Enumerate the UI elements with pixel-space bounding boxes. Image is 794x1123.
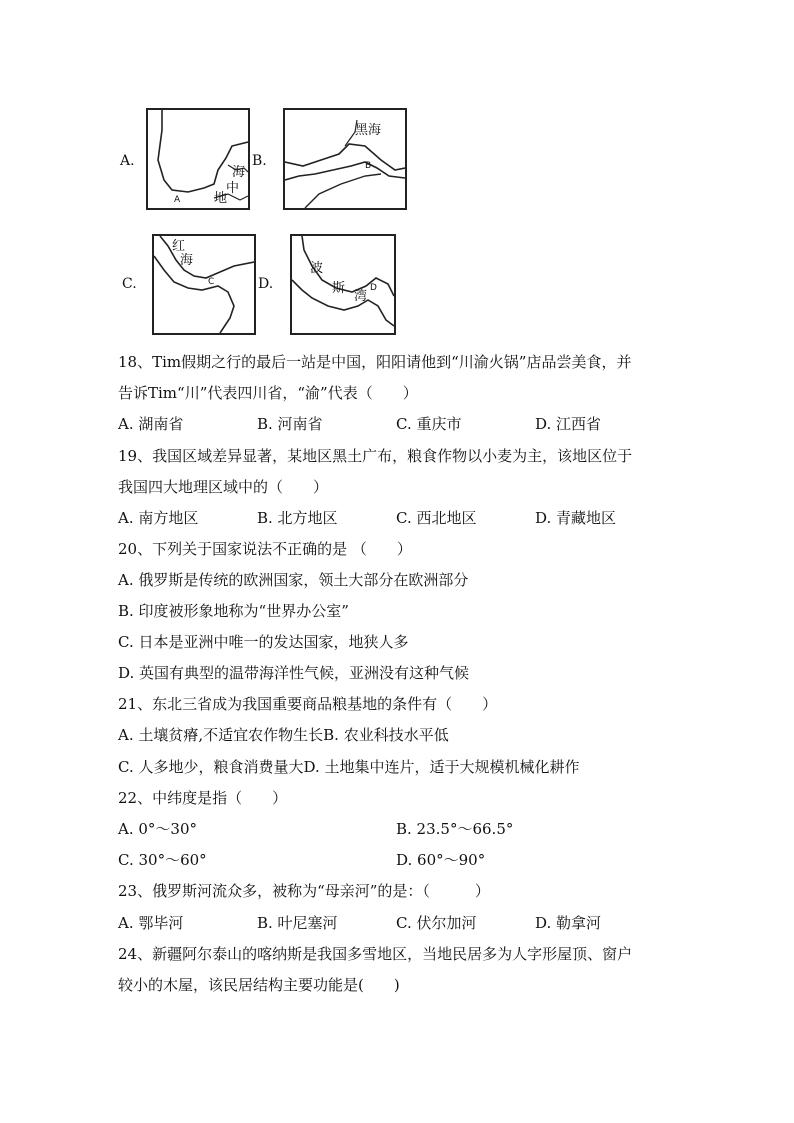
q23-option-b[interactable]: B. 叶尼塞河: [257, 914, 338, 932]
q23-option-d[interactable]: D. 勒拿河: [535, 914, 602, 932]
map-b-marker: B: [365, 161, 372, 171]
map-c-text-hong: 红: [172, 239, 186, 254]
map-a-iberia: [146, 108, 250, 210]
q23-option-a[interactable]: A. 鄂毕河: [118, 914, 184, 932]
q20-option-b[interactable]: B. 印度被形象地称为“世界办公室”: [118, 602, 349, 620]
option-c-label: C.: [122, 276, 137, 292]
q22-option-c[interactable]: C. 30°～60°: [118, 851, 207, 869]
q22-stem: 22、中纬度是指（ ）: [118, 789, 288, 807]
q19-option-d[interactable]: D. 青藏地区: [535, 509, 617, 527]
map-d-text-bo: 波: [310, 261, 324, 276]
map-b-coastline: [285, 110, 405, 208]
q20-stem: 20、下列关于国家说法不正确的是 （ ）: [118, 540, 412, 558]
q23-stem: 23、俄罗斯河流众多，被称为“母亲河”的是：（ ）: [118, 882, 490, 900]
q18-option-b[interactable]: B. 河南省: [257, 415, 323, 433]
map-d-text-si: 斯: [332, 281, 346, 296]
map-d-text-wan: 湾: [354, 289, 368, 304]
q20-option-a[interactable]: A. 俄罗斯是传统的欧洲国家，领土大部分在欧洲部分: [118, 571, 469, 589]
map-a-text-zhong: 中: [226, 181, 240, 196]
map-c-coastline: [154, 236, 254, 333]
map-b-bosporus: [283, 108, 407, 210]
q19-stem-line1: 19、我国区域差异显著，某地区黑土广布，粮食作物以小麦为主，该地区位于: [118, 447, 633, 465]
q19-option-c[interactable]: C. 西北地区: [396, 509, 477, 527]
map-a-marker: A: [174, 195, 181, 205]
map-b-text-black-sea: 黑海: [355, 123, 382, 138]
q22-option-b[interactable]: B. 23.5°～66.5°: [396, 820, 514, 838]
q18-option-d[interactable]: D. 江西省: [535, 415, 602, 433]
q20-option-c[interactable]: C. 日本是亚洲中唯一的发达国家，地狭人多: [118, 633, 409, 651]
map-a-text-di: 地: [214, 191, 228, 206]
q20-option-d[interactable]: D. 英国有典型的温带海洋性气候，亚洲没有这种气候: [118, 664, 470, 682]
q19-option-a[interactable]: A. 南方地区: [118, 509, 199, 527]
q18-stem-line1: 18、Tim假期之行的最后一站是中国，阳阳请他到“川渝火锅”店品尝美食，并: [118, 353, 632, 371]
q19-option-b[interactable]: B. 北方地区: [257, 509, 338, 527]
q19-stem-line2: 我国四大地理区域中的（ ）: [118, 478, 329, 496]
option-b-label: B.: [252, 153, 267, 169]
map-d-persian-gulf: [290, 234, 396, 335]
q22-option-d[interactable]: D. 60°～90°: [396, 851, 486, 869]
q21-options-cd[interactable]: C. 人多地少，粮食消费量大D. 土地集中连片，适于大规模机械化耕作: [118, 758, 580, 776]
q23-option-c[interactable]: C. 伏尔加河: [396, 914, 477, 932]
q18-option-c[interactable]: C. 重庆市: [396, 415, 462, 433]
option-d-label: D.: [258, 276, 274, 292]
map-c-marker: C: [208, 277, 215, 287]
q21-stem: 21、东北三省成为我国重要商品粮基地的条件有（ ）: [118, 695, 498, 713]
q22-option-a[interactable]: A. 0°～30°: [118, 820, 197, 838]
map-c-bab-el-mandeb: [152, 234, 256, 335]
map-a-text-hai: 海: [232, 165, 246, 180]
q21-options-ab[interactable]: A. 土壤贫瘠,不适宜农作物生长B. 农业科技水平低: [118, 726, 449, 744]
q18-option-a[interactable]: A. 湖南省: [118, 415, 184, 433]
option-a-label: A.: [120, 153, 135, 169]
q24-stem-line1: 24、新疆阿尔泰山的喀纳斯是我国多雪地区，当地民居多为人字形屋顶、窗户: [118, 945, 633, 963]
map-c-text-hai: 海: [180, 253, 194, 268]
q18-stem-line2: 告诉Tim“川”代表四川省，“渝”代表（ ）: [118, 384, 418, 402]
q24-stem-line2: 较小的木屋，该民居结构主要功能是( ): [118, 976, 400, 994]
map-d-marker: D: [370, 283, 377, 293]
